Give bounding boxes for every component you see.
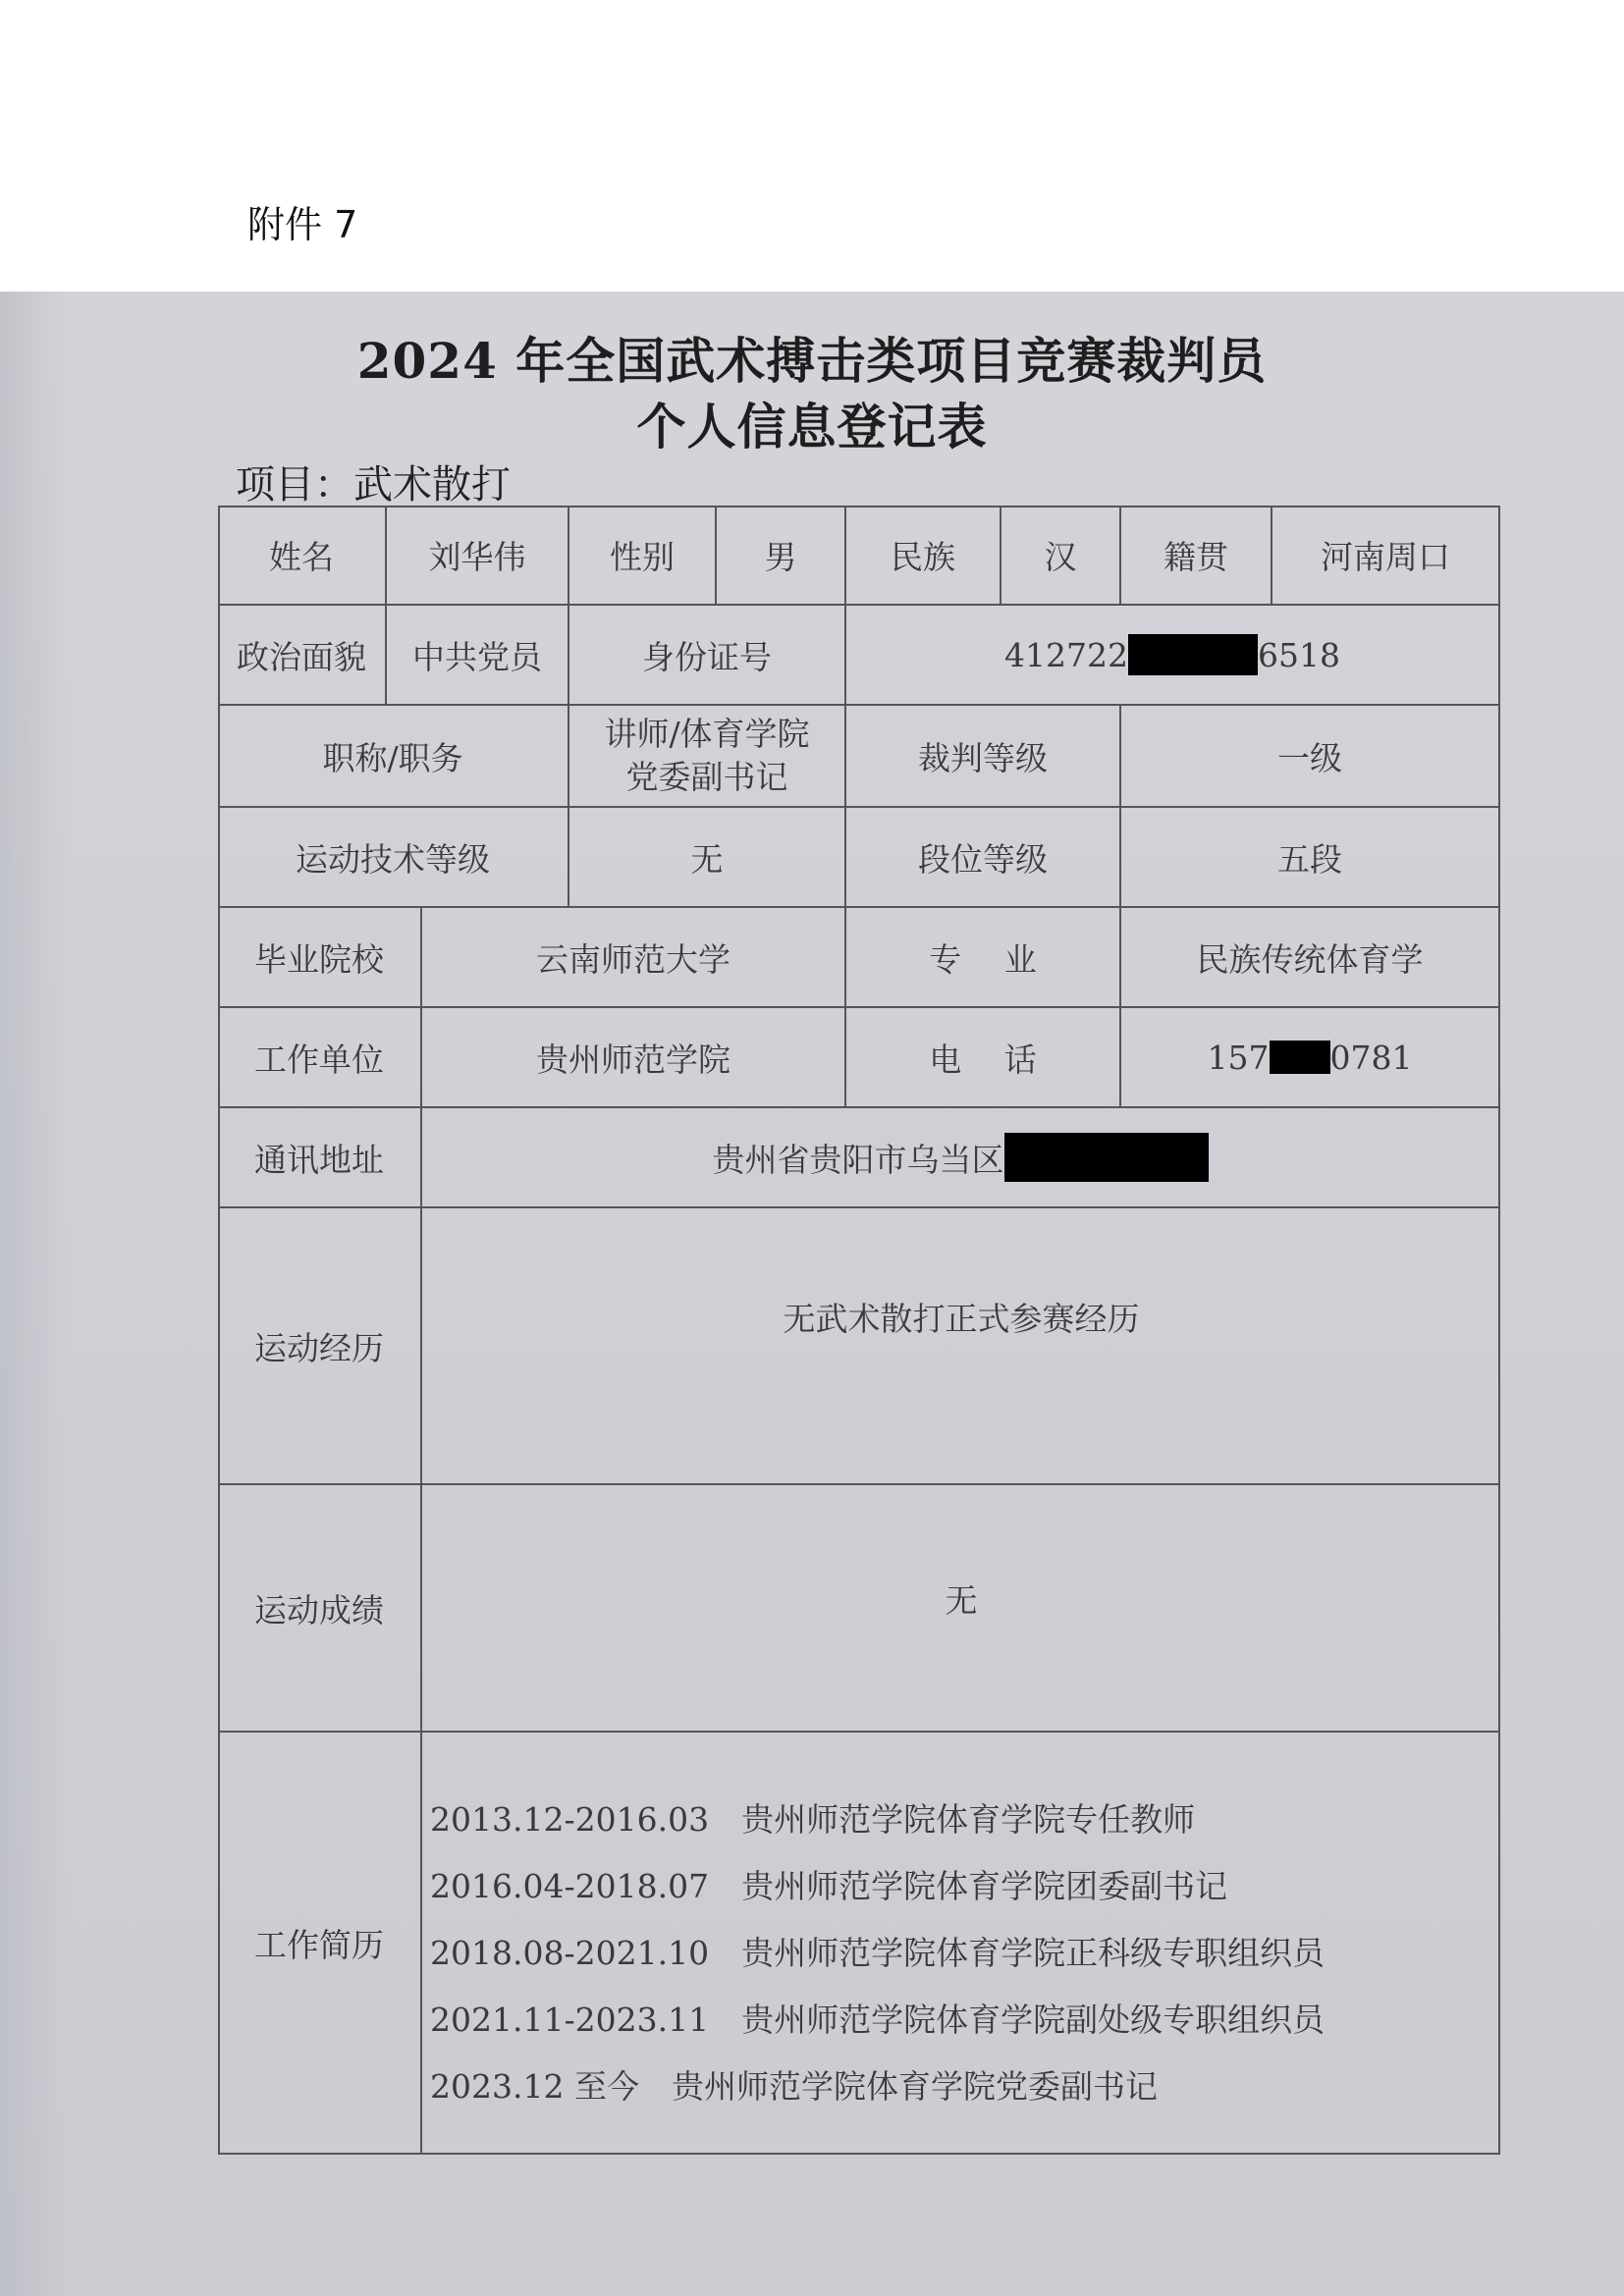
sports-experience-cell <box>422 1208 1500 1485</box>
sports-experience-value: 无武术散打正式参赛经历 <box>783 1300 1140 1338</box>
redaction-box <box>1128 634 1258 675</box>
work-history-label: 工作简历 <box>218 1733 422 2155</box>
political-status-label: 政治面貌 <box>218 606 387 706</box>
title-position-line-1: 讲师/体育学院 <box>604 715 810 753</box>
address-value <box>422 1108 1500 1208</box>
native-place-value: 河南周口 <box>1272 506 1500 606</box>
title-position-value <box>569 706 846 808</box>
id-number-label: 身份证号 <box>569 606 846 706</box>
work-history-entry: 2021.11-2023.11 贵州师范学院体育学院副处级专职组织员 <box>430 2001 1326 2039</box>
attachment-label: 附件 7 <box>247 203 358 246</box>
id-number-suffix: 6518 <box>1258 635 1340 674</box>
ethnicity-label: 民族 <box>846 506 1001 606</box>
phone-prefix: 157 <box>1207 1038 1270 1077</box>
project-label: 项目：武术散打 <box>236 462 511 507</box>
form-title-line-1: 2024 年全国武术搏击类项目竞赛裁判员 <box>356 332 1268 390</box>
gender-value: 男 <box>717 506 846 606</box>
work-history-entry: 2023.12 至今 贵州师范学院体育学院党委副书记 <box>430 2067 1158 2106</box>
redaction-box <box>1270 1041 1330 1074</box>
address-text: 贵州省贵阳市乌当区 <box>712 1140 1004 1179</box>
work-history-entry: 2013.12-2016.03 贵州师范学院体育学院专任教师 <box>430 1800 1196 1839</box>
major-value: 民族传统体育学 <box>1121 908 1500 1008</box>
referee-level-value: 一级 <box>1121 706 1500 808</box>
address-label: 通讯地址 <box>218 1108 422 1208</box>
title-position-line-2: 党委副书记 <box>625 758 788 796</box>
sports-achievements-value: 无 <box>945 1581 978 1620</box>
graduated-school-value: 云南师范大学 <box>422 908 846 1008</box>
graduated-school-label: 毕业院校 <box>218 908 422 1008</box>
title-position-label: 职称/职务 <box>218 706 569 808</box>
native-place-label: 籍贯 <box>1121 506 1272 606</box>
work-history-entry: 2016.04-2018.07 贵州师范学院体育学院团委副书记 <box>430 1867 1228 1905</box>
phone-value <box>1121 1008 1500 1108</box>
work-history-list <box>430 1798 1325 2132</box>
sports-achievements-label: 运动成绩 <box>218 1485 422 1733</box>
sports-experience-label: 运动经历 <box>218 1208 422 1485</box>
sports-tech-level-value: 无 <box>569 808 846 908</box>
major-label: 专 业 <box>846 908 1121 1008</box>
duan-level-label: 段位等级 <box>846 808 1121 908</box>
form-title-line-2: 个人信息登记表 <box>636 398 988 455</box>
work-unit-value: 贵州师范学院 <box>422 1008 846 1108</box>
phone-suffix: 0781 <box>1329 1038 1413 1077</box>
work-unit-label: 工作单位 <box>218 1008 422 1108</box>
gender-label: 性别 <box>569 506 717 606</box>
phone-label: 电 话 <box>846 1008 1121 1108</box>
name-value: 刘华伟 <box>387 506 569 606</box>
ethnicity-value: 汉 <box>1001 506 1121 606</box>
work-history-entry: 2018.08-2021.10 贵州师范学院体育学院正科级专职组织员 <box>430 1934 1326 1972</box>
id-number-prefix: 412722 <box>1004 635 1128 674</box>
sports-tech-level-label: 运动技术等级 <box>218 808 569 908</box>
duan-level-value: 五段 <box>1121 808 1500 908</box>
referee-level-label: 裁判等级 <box>846 706 1121 808</box>
political-status-value: 中共党员 <box>387 606 569 706</box>
redaction-box <box>1004 1133 1209 1182</box>
name-label: 姓名 <box>218 506 387 606</box>
id-number-value <box>846 606 1500 706</box>
